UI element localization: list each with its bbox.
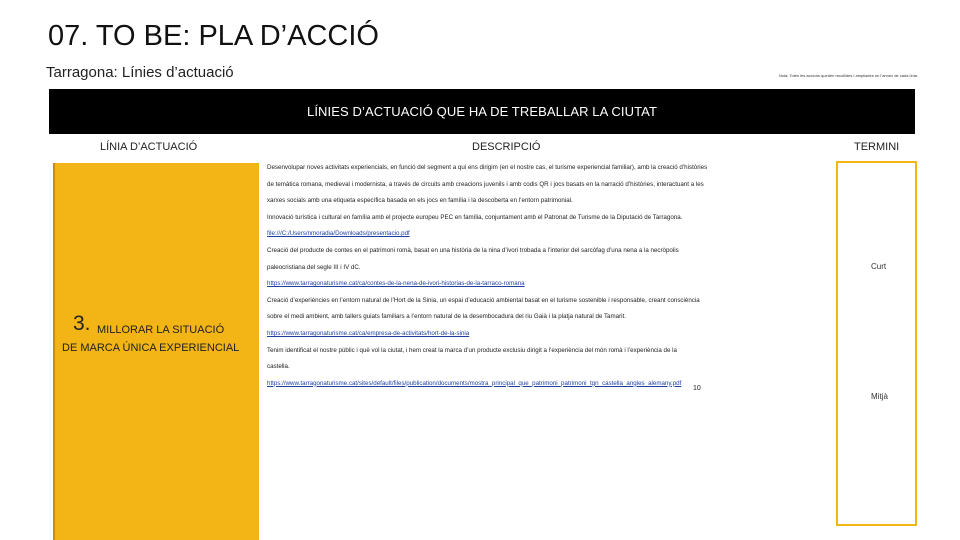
term-short: Curt xyxy=(871,262,887,271)
page-title: 07. TO BE: PLA D’ACCIÓ xyxy=(48,20,379,52)
description-link[interactable]: https://www.tarragonaturisme.cat/sites/default/files/publication/documents/mostra_principal_que_patrimoni_patrimoni_tgn_castella_angles_alemany.pdf xyxy=(267,379,682,387)
footnote: Nota: Totes les accions queden recollides i ampliades en l’annex de cada línia. xyxy=(778,73,918,78)
description-link[interactable]: https://www.tarragonaturisme.cat/ca/contes-de-la-nena-de-ivori-historias-de-la-tarraco-romana xyxy=(267,280,525,288)
description-row: sobre el medi ambient, amb tallers guiats familiars a l’entorn natural de la desembocadura del riu Gaià i la platja natural de Tamarit. xyxy=(267,313,626,321)
column-header-term: TERMINI xyxy=(854,141,900,153)
description-link-row xyxy=(267,326,827,343)
banner-text: LÍNIES D’ACTUACIÓ QUE HA DE TREBALLAR LA CIUTAT xyxy=(306,104,657,119)
description-row: de temàtica romana, medieval i modernista, a través de circuits amb creacions juvenils i amb codis QR i jocs basats en la narració d’històries, interactuant a les xyxy=(267,180,704,188)
description-link-row xyxy=(267,376,827,393)
description-row: castella. xyxy=(267,363,290,371)
line-number: 3. xyxy=(73,312,91,335)
description-link[interactable]: file:///C:/Users/nmoradia/Downloads/presentacio.pdf xyxy=(267,230,410,238)
description-row: paleocristiana del segle III i IV dC. xyxy=(267,263,361,271)
page-subtitle: Tarragona: Línies d’actuació xyxy=(46,64,234,81)
term-panel xyxy=(836,161,917,526)
description-row: Innovació turística i cultural en família amb el projecte europeu PEC en família, conjuntament amb el Patronat de Turisme de la Diputació de Tarragona. xyxy=(267,213,683,221)
description-link-row xyxy=(267,226,827,243)
description-row: xarxes socials amb una etiqueta específica basada en els jocs en família i la descoberta en l’entorn patrimonial. xyxy=(267,197,573,205)
column-header-description: DESCRIPCIÓ xyxy=(472,141,541,153)
description-block xyxy=(267,160,827,392)
description-row: Desenvolupar noves activitats experiencials, en funció del segment a qui ens dirigim (en el nostre cas, el turisme experiencial familiar), amb la creació d’històries xyxy=(267,164,708,171)
page-number: 10 xyxy=(693,385,701,392)
line-title-part-2: DE MARCA ÚNICA EXPERIENCIAL xyxy=(62,342,240,354)
column-header-line: LÍNIA D’ACTUACIÓ xyxy=(100,141,198,153)
description-link-row xyxy=(267,276,827,293)
description-row: Tenim identificat el nostre públic i què vol la ciutat, i hem creat la marca d’un producte exclusiu dirigit a l’experiència del món romà i l’experiència de la xyxy=(267,346,677,354)
description-row: Creació d’experiències en l’entorn natural de l’Hort de la Sinia, un espai d’educació ambiental basat en el turisme sostenible i responsable, creant consciència xyxy=(267,296,700,304)
description-row: Creació del producte de contes en el patrimoni romà, basat en una història de la nina d’ivori trobada a l’interior del sarcòfag d’una nena a la necròpolis xyxy=(267,246,679,254)
section-banner xyxy=(49,89,915,134)
description-link[interactable]: https://www.tarragonaturisme.cat/ca/empresa-de-activitats/hort-de-la-sinia xyxy=(267,329,470,337)
term-mid: Mitjà xyxy=(871,392,888,401)
line-title-part-1: MILLORAR LA SITUACIÓ xyxy=(97,324,225,336)
